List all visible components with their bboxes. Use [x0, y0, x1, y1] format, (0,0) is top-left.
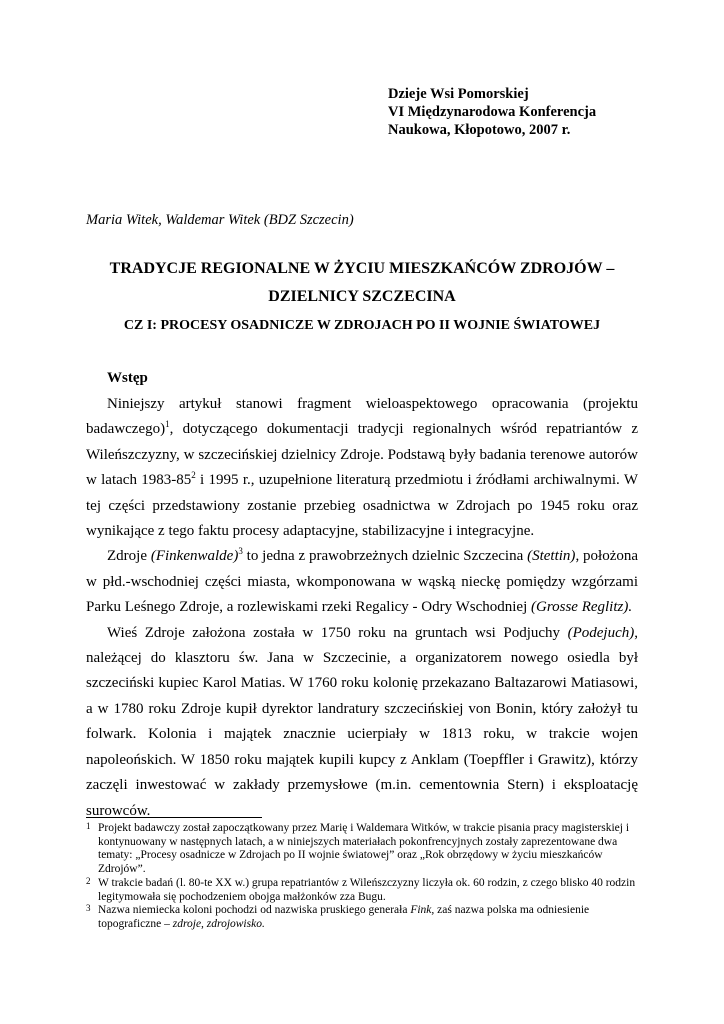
paragraph-1-text-c: i 1995 r., uzupełnione literaturą przedmiotu i źródłami archiwalnymi. W tej części przedstawiony zostanie przebieg osadnictwa w Zdrojach po 1945 roku oraz wynikające z tego faktu procesy adaptacyjne, stabilizacyjne i integracyjne. [86, 472, 638, 540]
footnote-number: 1 [86, 821, 91, 831]
paragraph-2-text-a: Zdroje [107, 548, 151, 565]
section-heading: Wstęp [107, 370, 148, 386]
paragraph-3-german-name-podejuch: (Podejuch) [567, 624, 635, 641]
footnote-separator [86, 817, 262, 818]
paragraph-1-text-b: , dotyczącego dokumentacji tradycji regionalnych wśród repatriantów z Wileńszczyzny, w szczecińskiej dzielnicy Zdroje. Podstawą były badania terenowe autorów w latach 1983-85 [86, 421, 638, 489]
footnote-1 [86, 822, 646, 877]
footnote-3-text-a: Nazwa niemiecka koloni pochodzi od nazwiska pruskiego generała [98, 904, 411, 917]
paragraph-1-text-a: Niniejszy artykuł stanowi fragment wieloaspektowego opracowania (projektu badawczego) [86, 396, 638, 438]
header-line-conference: VI Międzynarodowa Konferencja [388, 104, 597, 120]
subtitle: CZ I: PROCESY OSADNICZE W ZDROJACH PO II WOJNIE ŚWIATOWEJ [123, 318, 601, 333]
paragraph-2-german-name-reglitz: (Grosse Reglitz). [531, 599, 633, 616]
title-line-1: TRADYCJE REGIONALNE W ŻYCIU MIESZKAŃCÓW ZDROJÓW – [109, 260, 615, 277]
footnote-3 [86, 904, 646, 931]
footnote-ref-1: 1 [165, 419, 170, 430]
footnote-ref-3: 3 [238, 546, 243, 557]
body-text [86, 392, 638, 824]
footnote-2 [86, 877, 646, 904]
footnote-3-text-c: zaś nazwa polska ma odniesienie topograficzne – [98, 904, 590, 930]
paragraph-1 [86, 392, 638, 544]
footnote-number: 3 [86, 903, 91, 914]
footnote-number: 2 [86, 875, 91, 886]
footnote-text [98, 904, 646, 931]
footnotes [86, 822, 646, 932]
footnote-ref-2: 2 [191, 470, 196, 481]
header-line-place-date: Naukowa, Kłopotowo, 2007 r. [388, 122, 571, 138]
conference-header [388, 85, 596, 139]
paragraph-2-german-name-finkenwalde: (Finkenwalde) [150, 548, 239, 565]
paragraph-3-text-c: , należącej do klasztoru św. Jana w Szczecinie, a organizatorem nowego osiedla był szczeciński kupiec Karol Matias. W 1760 roku kolonię przekazano Baltazarowi Matiasowi, a w 1780 roku Zdroje kupił dyrektor landratury szczecińskiej von Bonin, który założył tu folwark. Kolonia i majątek znacznie ucierpiały w 1813 roku, w trakcie wojen napoleońskich. W 1850 roku majątek kupili kupcy z Anklam (Toepffler i Grawitz), którzy zaczęli inwestować w zakłady przemysłowe (m.in. cementownia Stern) i eksploatację surowców. [86, 624, 638, 819]
paragraph-2-german-name-stettin: (Stettin) [527, 548, 576, 565]
footnote-3-polish-terms: zdroje, zdrojowisko. [172, 917, 265, 930]
footnote-text: W trakcie badań (l. 80-te XX w.) grupa repatriantów z Wileńszczyzny liczyła ok. 60 rodzin, z czego blisko 40 rodzin legitymowała się pochodzeniem obojga małżonków zza Bugu. [98, 876, 636, 903]
footnote-3-name-fink: Fink, [410, 904, 435, 917]
authors-line: Maria Witek, Waldemar Witek (BDZ Szczecin) [86, 212, 354, 228]
paragraph-3-text-a: Wieś Zdroje założona została w 1750 roku na gruntach wsi Podjuchy [107, 624, 568, 641]
paragraph-2 [86, 544, 638, 620]
paragraph-2-text-c: to jedna z prawobrzeżnych dzielnic Szczecina [242, 548, 528, 565]
paragraph-3 [86, 621, 638, 824]
footnote-text: Projekt badawczy został zapoczątkowany przez Marię i Waldemara Witków, w trakcie pisania pracy magisterskiej i kontynuowany w następnych latach, a w niniejszych materiałach pokonfrencyjnych zostały zaprezentowane dwa tematy: „Procesy osadnicze w Zdrojach po II wojnie światowej” oraz „Rok obrzędowy w życiu mieszkańców Zdrojów”. [98, 822, 630, 876]
title-line-2: DZIELNICY SZCZECINA [268, 288, 456, 305]
paragraph-2-text-e: , położona w płd.-wschodniej części miasta, wkomponowana w wąską nieckę pomiędzy wzgórzami Parku Leśnego Zdroje, a rozlewiskami rzeki Regalicy - Odry Wschodniej [86, 548, 639, 616]
header-line-series: Dzieje Wsi Pomorskiej [388, 86, 529, 102]
